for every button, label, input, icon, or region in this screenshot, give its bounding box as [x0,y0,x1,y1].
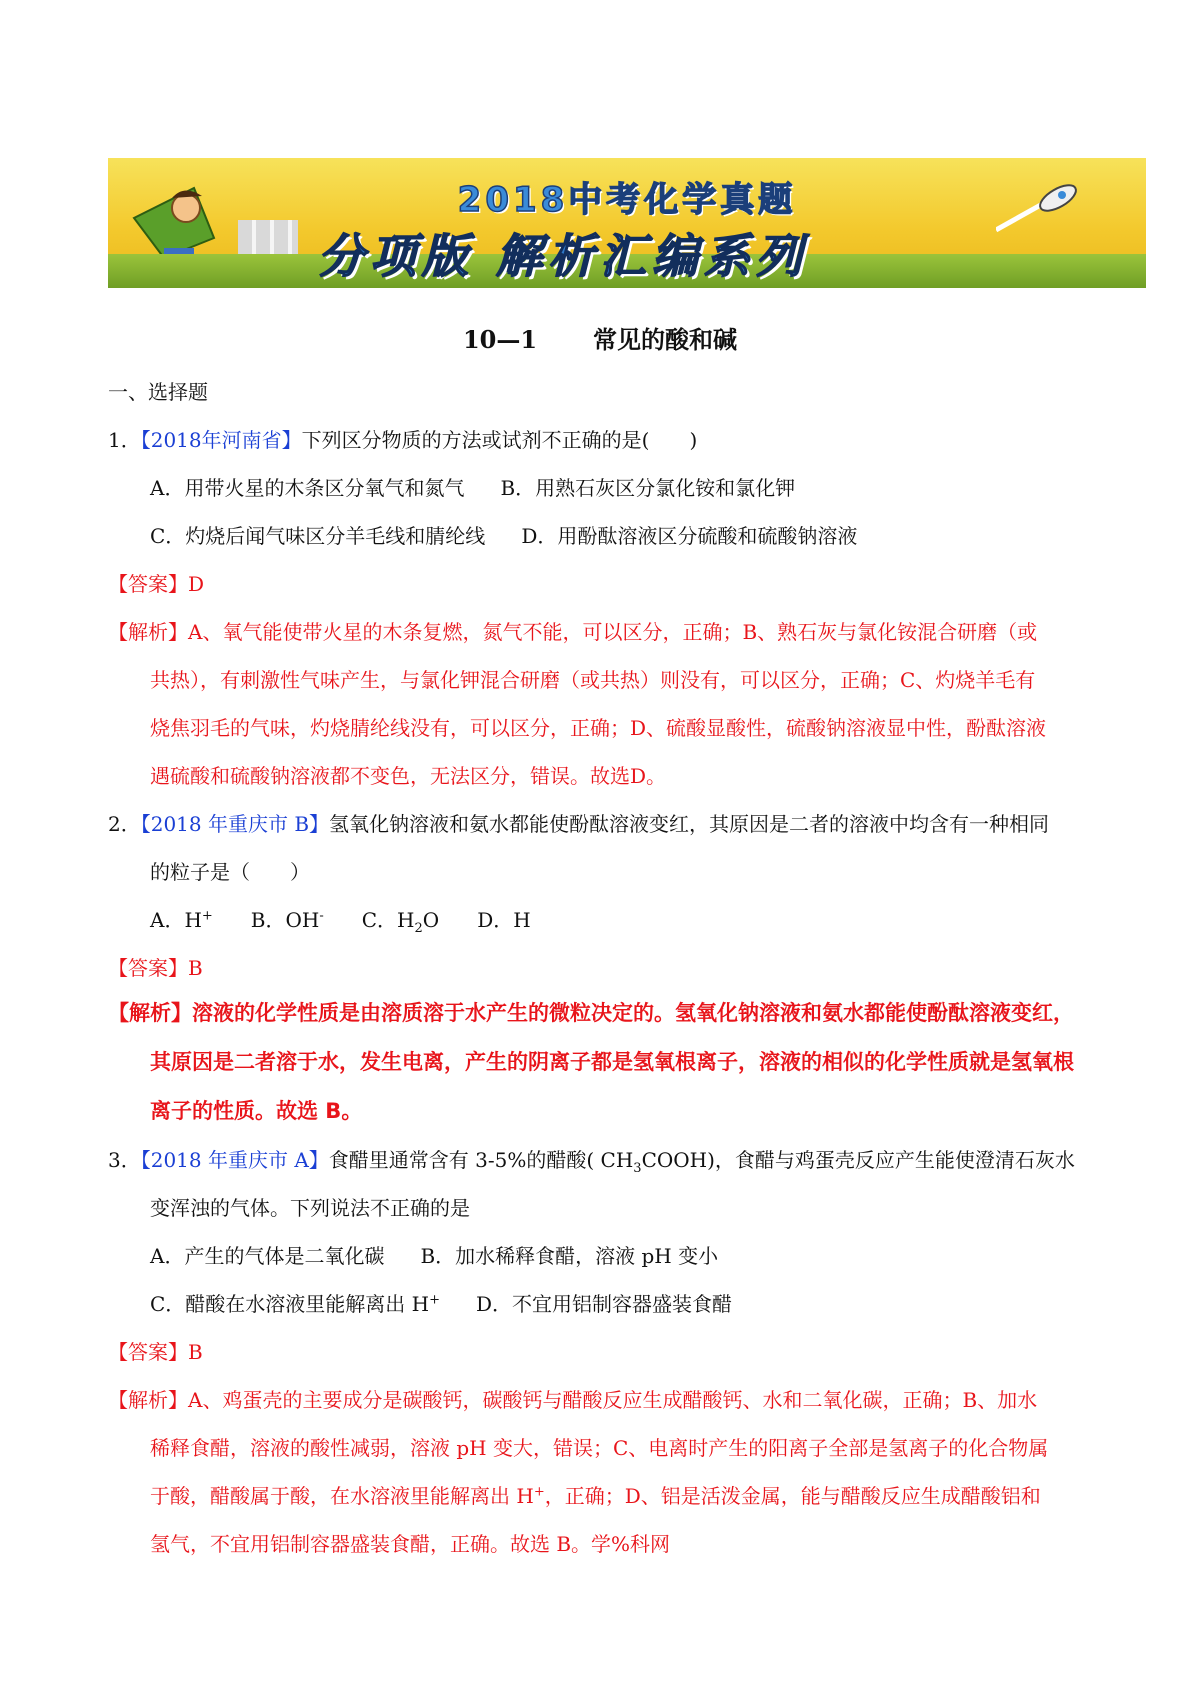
option-c: C．灼烧后闻气味区分羊毛线和腈纶线 [150,524,486,548]
option-a: A．H+ [150,908,213,932]
answer-label: 【答案】 [108,572,188,596]
question-3-stem-line2: 变浑浊的气体。下列说法不正确的是 [150,1196,470,1220]
page-title [0,320,1200,355]
q1-analysis-line1 [108,620,1037,644]
question-2-stem [108,812,1049,836]
question-number: 2． [108,812,141,836]
option-b: B．加水稀释食醋，溶液 pH 变小 [420,1244,719,1268]
q3-analysis-line2: 稀释食醋，溶液的酸性减弱，溶液 pH 变大，错误；C、电离时产生的阳离子全部是氢离子的化合物属 [150,1436,1049,1460]
q1-analysis-line3: 烧焦羽毛的气味，灼烧腈纶线没有，可以区分，正确；D、硫酸显酸性，硫酸钠溶液显中性，酚酞溶液 [150,716,1047,740]
question-text: 氢氧化钠溶液和氨水都能使酚酞溶液变红，其原因是二者的溶液中均含有一种相同 [329,812,1050,836]
question-2-stem-line2: 的粒子是（ ） [150,860,310,884]
analysis-label: 【解析】 [108,1001,192,1025]
option-c: C．醋酸在水溶液里能解离出 H+ [150,1292,441,1316]
q3-analysis-line1 [108,1388,1037,1412]
analysis-text: 溶液的化学性质是由溶质溶于水产生的微粒决定的。氢氧化钠溶液和氨水都能使酚酞溶液变红， [192,1001,1074,1025]
option-a: A．产生的气体是二氧化碳 [150,1244,385,1268]
option-c: C．$H_2O$ [361,908,440,936]
option-d: D．H [477,908,531,932]
chapter-title: 常见的酸和碱 [593,325,738,354]
question-number: 1． [108,428,141,452]
option-a: A．用带火星的木条区分氧气和氮气 [150,476,465,500]
q2-answer [108,956,203,980]
answer-label: 【答案】 [108,956,188,980]
analysis-label: 【解析】 [108,1388,188,1412]
analysis-label: 【解析】 [108,620,188,644]
header-banner [108,158,1146,288]
answer-value: B [188,956,203,980]
question-source: 【2018年河南省】 [140,428,302,452]
option-d: D．用酚酞溶液区分硫酸和硫酸钠溶液 [521,524,858,548]
q1-analysis-line2: 共热），有刺激性气味产生，与氯化钾混合研磨（或共热）则没有，可以区分，正确；C、灼烧羊毛有 [150,668,1036,692]
answer-value: D [188,572,205,596]
option-d: D．不宜用铝制容器盛装食醋 [476,1292,733,1316]
q2-analysis-line3: 离子的性质。故选 B。 [150,1099,363,1123]
question-number: 3． [108,1148,141,1172]
question-text: 下列区分物质的方法或试剂不正确的是( ) [301,428,698,452]
question-text: 食醋里通常含有 3-5%的醋酸( CH [328,1148,634,1172]
q2-options [150,908,531,936]
q3-answer [108,1340,203,1364]
analysis-text: A、鸡蛋壳的主要成分是碳酸钙，碳酸钙与醋酸反应生成醋酸钙、水和二氧化碳，正确；B、加水 [188,1388,1038,1412]
q3-analysis-line4: 氢气，不宜用铝制容器盛装食醋，正确。故选 B。学%科网 [150,1532,671,1556]
question-source: 【2018 年重庆市 B】 [140,812,330,836]
chapter-number: 10—1 [462,325,538,354]
section-heading: 一、选择题 [108,380,208,404]
answer-label: 【答案】 [108,1340,188,1364]
q3-options-row2 [150,1292,732,1316]
banner-line2: 分项版 解析汇编系列 [318,229,809,283]
banner-line1: 2018中考化学真题 [457,180,797,220]
question-source: 【2018 年重庆市 A】 [140,1148,329,1172]
q1-answer [108,572,204,596]
q3-options-row1 [150,1244,718,1268]
option-b: B．用熟石灰区分氯化铵和氯化钾 [500,476,796,500]
option-b: B．OH- [250,908,324,932]
analysis-text: A、氧气能使带火星的木条复燃，氮气不能，可以区分，正确；B、熟石灰与氯化铵混合研磨（或 [188,620,1038,644]
q2-analysis-line1 [108,1001,1074,1025]
q1-options-row2 [150,524,857,548]
q1-analysis-line4: 遇硫酸和硫酸钠溶液都不变色，无法区分，错误。故选D。 [150,764,667,788]
q3-analysis-line3: 于酸，醋酸属于酸，在水溶液里能解离出 H+，正确；D、铝是活泼金属，能与醋酸反应生成醋酸铝和 [150,1484,1041,1508]
answer-value: B [188,1340,203,1364]
question-3-stem: 3．【2018 年重庆市 A】食醋里通常含有 3-5%的醋酸( $CH_3COOH$)，食醋与鸡蛋壳反应产生能使澄清石灰水 [108,1148,1075,1176]
q2-analysis-line2: 其原因是二者溶于水，发生电离，产生的阴离子都是氢氧根离子，溶液的相似的化学性质就是氢氧根 [150,1050,1074,1074]
question-1-stem [108,428,697,452]
q1-options-row1 [150,476,795,500]
